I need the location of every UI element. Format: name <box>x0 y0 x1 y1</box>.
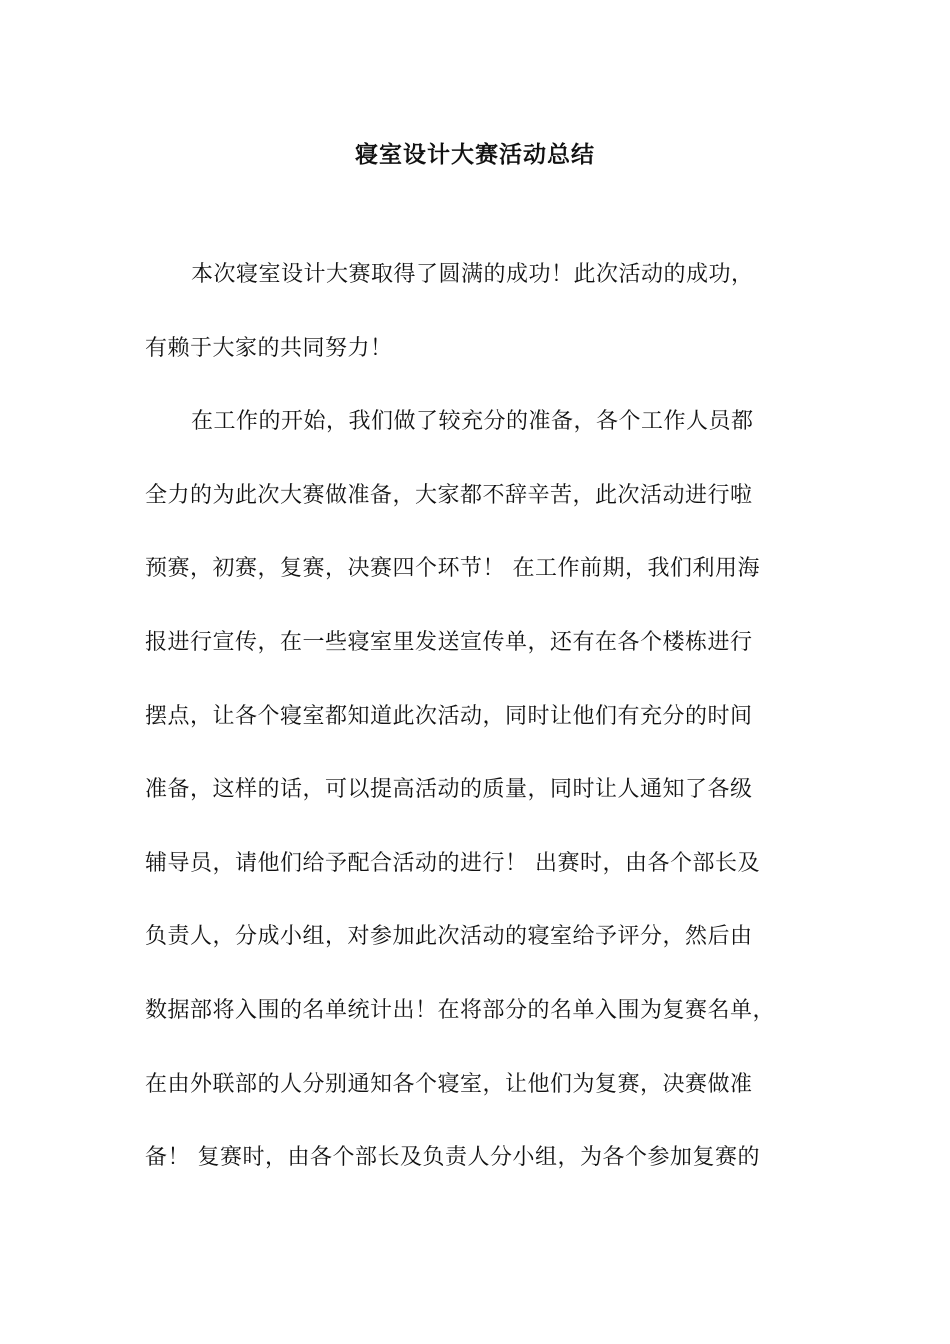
paragraph-line: 全力的为此次大赛做准备，大家都不辞辛苦，此次活动进行啦 <box>145 482 753 508</box>
paragraph-line: 本次寝室设计大赛取得了圆满的成功！此次活动的成功， <box>191 262 754 287</box>
paragraph-line: 有赖于大家的共同努力！ <box>145 335 393 361</box>
paragraph-line: 备！ 复赛时，由各个部长及负责人分小组，为各个参加复赛的 <box>145 1145 760 1171</box>
document-body <box>145 254 825 1211</box>
paragraph-line: 摆点，让各个寝室都知道此次活动，同时让他们有充分的时间 <box>145 703 753 729</box>
paragraph-line: 数据部将入围的名单统计出！在将部分的名单入围为复赛名单， <box>145 997 776 1023</box>
document-title: 寝室设计大赛活动总结 <box>355 141 595 168</box>
paragraph-line: 在工作的开始，我们做了较充分的准备，各个工作人员都 <box>191 409 754 435</box>
paragraph-line: 负责人，分成小组，对参加此次活动的寝室给予评分，然后由 <box>145 924 753 950</box>
paragraph-line: 报进行宣传，在一些寝室里发送宣传单，还有在各个楼栋进行 <box>145 629 753 655</box>
paragraph-line: 辅导员，请他们给予配合活动的进行！ 出赛时，由各个部长及 <box>145 850 760 876</box>
paragraph-line: 预赛，初赛，复赛，决赛四个环节！ 在工作前期，我们利用海 <box>145 556 760 582</box>
paragraph-line: 在由外联部的人分别通知各个寝室，让他们为复赛，决赛做准 <box>145 1071 753 1097</box>
paragraph-line: 准备，这样的话，可以提高活动的质量，同时让人通知了各级 <box>145 777 753 803</box>
